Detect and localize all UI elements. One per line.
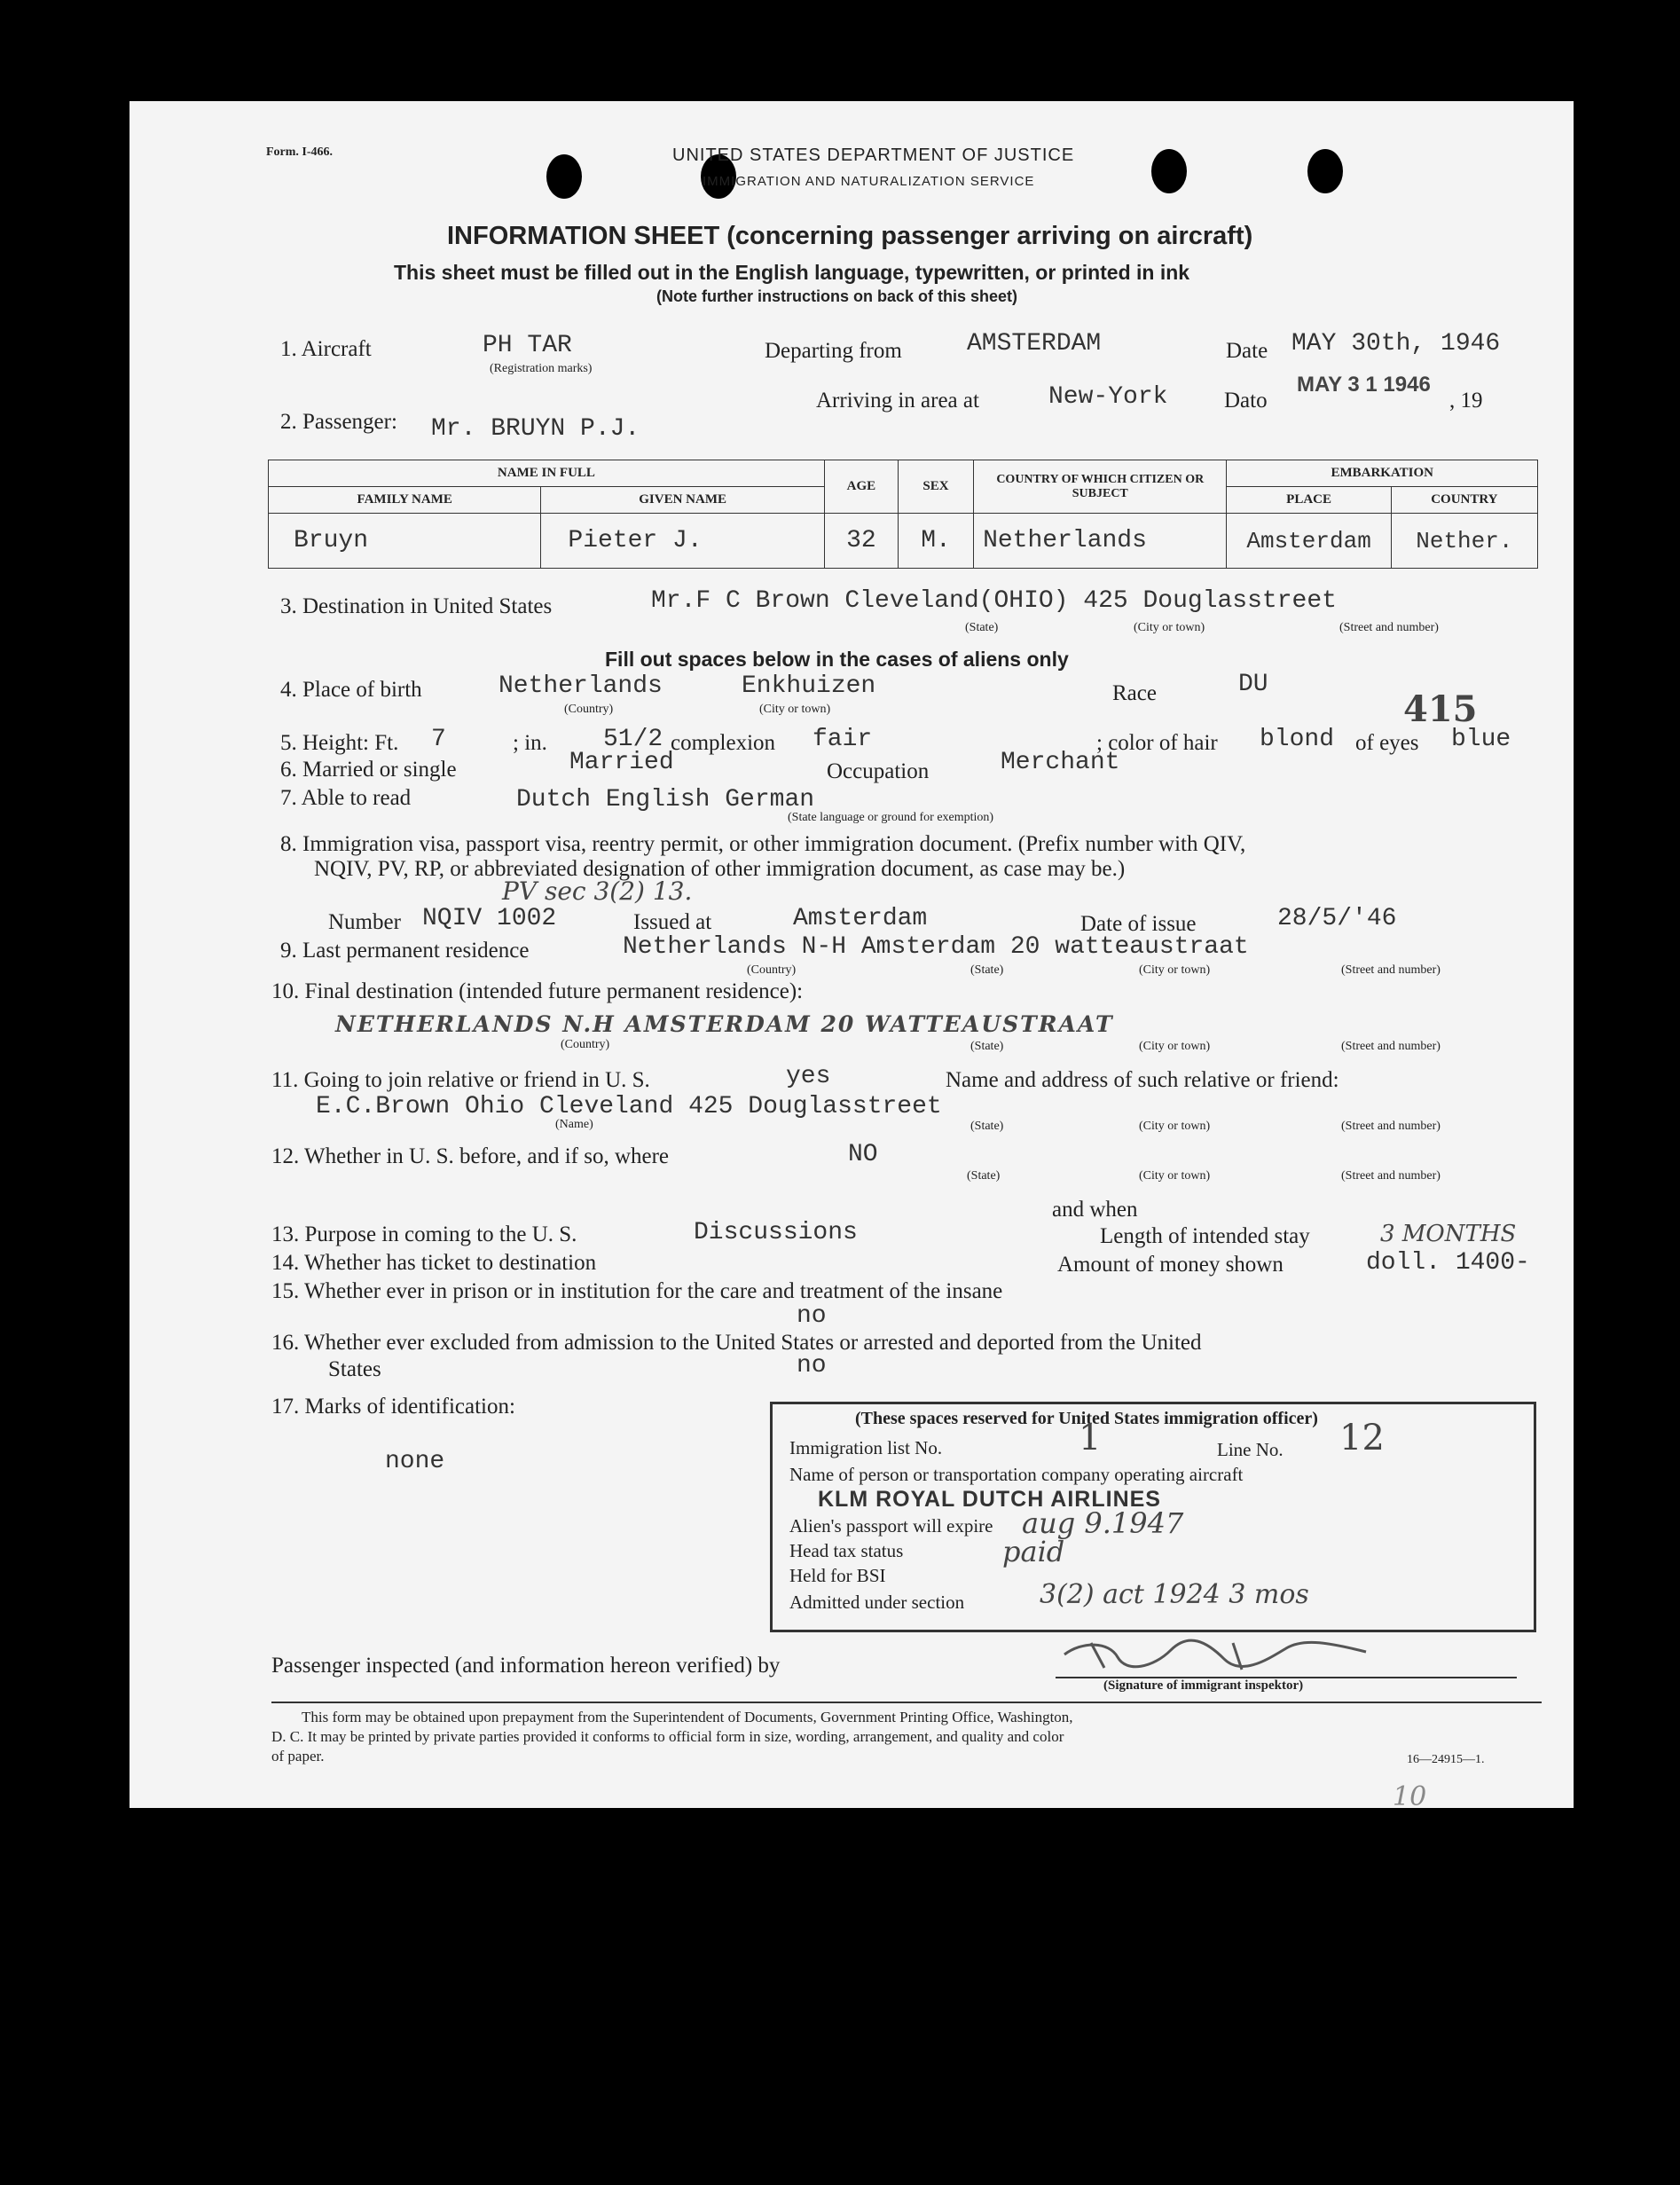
operator-value: KLM ROYAL DUTCH AIRLINES bbox=[818, 1487, 1161, 1512]
marks-value: none bbox=[385, 1448, 445, 1475]
page-number: 10 bbox=[1393, 1781, 1427, 1812]
passport-value: aug 9.1947 bbox=[1022, 1506, 1184, 1540]
caption-city: (City or town) bbox=[1139, 1120, 1211, 1133]
height-in-value: 51/2 bbox=[603, 726, 663, 753]
name-in-full-header: NAME IN FULL bbox=[269, 460, 825, 487]
line-value: 12 bbox=[1339, 1418, 1385, 1458]
caption-state: (State) bbox=[970, 963, 1004, 977]
complexion-value: fair bbox=[813, 726, 873, 753]
caption-street: (Street and number) bbox=[1339, 621, 1439, 634]
arriving-value: New-York bbox=[1048, 383, 1168, 411]
age-header: AGE bbox=[824, 460, 898, 514]
ticket-label: 14. Whether has ticket to destination bbox=[271, 1251, 597, 1275]
admitted-value: 3(2) act 1924 3 mos bbox=[1040, 1579, 1309, 1610]
signature-caption: (Signature of immigrant inspektor) bbox=[1103, 1678, 1304, 1693]
caption-street: (Street and number) bbox=[1341, 1040, 1441, 1053]
when-label: and when bbox=[1052, 1198, 1138, 1222]
footer-text-3: of paper. bbox=[271, 1748, 325, 1765]
family-name-header: FAMILY NAME bbox=[269, 487, 541, 514]
doi-label: Date of issue bbox=[1080, 912, 1197, 936]
caption-country: (Country) bbox=[747, 963, 797, 977]
occupation-label: Occupation bbox=[827, 759, 930, 783]
dato-label: Dato bbox=[1224, 389, 1268, 413]
caption-street: (Street and number) bbox=[1341, 1120, 1441, 1133]
before-label: 12. Whether in U. S. before, and if so, where bbox=[271, 1144, 670, 1168]
punch-hole bbox=[1151, 149, 1187, 193]
caption-street: (Street and number) bbox=[1341, 963, 1441, 977]
caption-city: (City or town) bbox=[1139, 963, 1211, 977]
arriving-label: Arriving in area at bbox=[816, 389, 979, 413]
country-cell: Nether. bbox=[1391, 514, 1537, 569]
list-label: Immigration list No. bbox=[789, 1437, 943, 1458]
punch-hole bbox=[546, 154, 582, 199]
hair-value: blond bbox=[1260, 726, 1335, 753]
place-header: PLACE bbox=[1227, 487, 1391, 514]
marks-label: 17. Marks of identification: bbox=[271, 1395, 515, 1419]
excluded-value: no bbox=[797, 1352, 827, 1379]
list-value: 1 bbox=[1079, 1418, 1102, 1458]
visa-handnote: PV sec 3(2) 13. bbox=[502, 876, 693, 906]
money-label: Amount of money shown bbox=[1057, 1253, 1284, 1277]
age-cell: 32 bbox=[824, 514, 898, 569]
departing-value: AMSTERDAM bbox=[967, 330, 1102, 358]
join-answer: yes bbox=[786, 1063, 831, 1090]
caption-state: (State) bbox=[970, 1040, 1004, 1053]
caption-city: (City or town) bbox=[1139, 1169, 1211, 1183]
date-value: MAY 30th, 1946 bbox=[1291, 330, 1501, 358]
prison-value: no bbox=[797, 1302, 827, 1330]
passenger-table bbox=[268, 460, 1538, 569]
form-code: 16—24915—1. bbox=[1407, 1753, 1485, 1766]
caption-country: (Country) bbox=[561, 1038, 610, 1051]
admitted-label: Admitted under section bbox=[789, 1592, 965, 1613]
join-label: 11. Going to join relative or friend in U. S. bbox=[271, 1068, 650, 1092]
embarkation-header: EMBARKATION bbox=[1227, 460, 1538, 487]
before-value: NO bbox=[848, 1141, 878, 1168]
headtax-value: paid bbox=[1002, 1535, 1065, 1568]
given-name-header: GIVEN NAME bbox=[541, 487, 824, 514]
sex-cell: M. bbox=[898, 514, 973, 569]
received-stamp: MAY 3 1 1946 bbox=[1297, 373, 1431, 397]
read-caption: (State language or ground for exemption) bbox=[788, 811, 994, 824]
join-label-2: Name and address of such relative or friend: bbox=[946, 1068, 1339, 1092]
footer-text-1: This form may be obtained upon prepayment from the Superintendent of Documents, Government Printing Office, Washington, bbox=[302, 1709, 1073, 1725]
sex-header: SEX bbox=[898, 460, 973, 514]
reserved-title: (These spaces reserved for United States immigration officer) bbox=[855, 1409, 1318, 1428]
passport-label: Alien's passport will expire bbox=[789, 1515, 993, 1537]
line-label: Line No. bbox=[1217, 1439, 1284, 1460]
money-value: doll. 1400- bbox=[1366, 1249, 1530, 1277]
married-label: 6. Married or single bbox=[280, 758, 457, 782]
footer-text-2: D. C. It may be printed by private parties provided it conforms to official form in size, wording, arrangement, and quality and color bbox=[271, 1728, 1064, 1745]
height-ft-value: 7 bbox=[431, 726, 446, 753]
inspected-label: Passenger inspected (and information hereon verified) by bbox=[271, 1654, 781, 1678]
headtax-label: Head tax status bbox=[789, 1540, 904, 1561]
excluded-label-2: States bbox=[328, 1357, 381, 1381]
married-value: Married bbox=[569, 749, 674, 776]
occupation-value: Merchant bbox=[1001, 749, 1120, 776]
aircraft-label: 1. Aircraft bbox=[280, 337, 372, 361]
read-label: 7. Able to read bbox=[280, 786, 412, 810]
bsi-label: Held for BSI bbox=[789, 1565, 886, 1586]
caption-state: (State) bbox=[965, 621, 999, 634]
caption-city: (City or town) bbox=[1134, 621, 1205, 634]
birth-country: Netherlands bbox=[499, 672, 663, 700]
caption-country: (Country) bbox=[564, 703, 614, 716]
destination-label: 3. Destination in United States bbox=[280, 594, 553, 618]
residence-label: 9. Last permanent residence bbox=[280, 939, 530, 963]
passenger-value: Mr. BRUYN P.J. bbox=[431, 415, 640, 443]
purpose-value: Discussions bbox=[694, 1219, 858, 1246]
visa-text-2: NQIV, PV, RP, or abbreviated designation of other immigration document, as case may be.) bbox=[314, 857, 1126, 881]
aircraft-value: PH TAR bbox=[483, 332, 572, 359]
complexion-label: complexion bbox=[671, 731, 776, 755]
passenger-label: 2. Passenger: bbox=[280, 410, 397, 434]
purpose-label: 13. Purpose in coming to the U. S. bbox=[271, 1222, 577, 1246]
country-header: COUNTRY bbox=[1391, 487, 1537, 514]
eyes-value: blue bbox=[1451, 726, 1511, 753]
citizen-cell: Netherlands bbox=[974, 514, 1227, 569]
date-label: Date bbox=[1226, 339, 1268, 363]
form-note: (Note further instructions on back of this sheet) bbox=[656, 287, 1018, 305]
residence-value: Netherlands N-H Amsterdam 20 watteaustraat bbox=[623, 933, 1249, 961]
family-name-cell: Bruyn bbox=[269, 514, 541, 569]
form-title: INFORMATION SHEET (concerning passenger arriving on aircraft) bbox=[447, 222, 1253, 250]
caption-city: (City or town) bbox=[759, 703, 831, 716]
doi-value: 28/5/'46 bbox=[1277, 905, 1397, 932]
stay-label: Length of intended stay bbox=[1100, 1224, 1310, 1248]
destination-value: Mr.F C Brown Cleveland(OHIO) 425 Douglasstreet bbox=[651, 587, 1337, 615]
operator-label: Name of person or transportation company operating aircraft bbox=[789, 1464, 1244, 1485]
race-label: Race bbox=[1112, 681, 1157, 705]
registration-caption: (Registration marks) bbox=[490, 362, 593, 375]
form-subtitle: This sheet must be filled out in the English language, typewritten, or printed in ink bbox=[394, 261, 1190, 284]
issued-label: Issued at bbox=[633, 910, 712, 934]
caption-state: (State) bbox=[967, 1169, 1001, 1183]
footer-rule bbox=[271, 1702, 1542, 1703]
excluded-label: 16. Whether ever excluded from admission to the United States or arrested and deported from the United bbox=[271, 1331, 1202, 1355]
departing-label: Departing from bbox=[765, 339, 902, 363]
department-name: UNITED STATES DEPARTMENT OF JUSTICE bbox=[672, 145, 1075, 165]
caption-city: (City or town) bbox=[1139, 1040, 1211, 1053]
caption-name: (Name) bbox=[555, 1118, 593, 1131]
read-value: Dutch English German bbox=[516, 786, 815, 813]
punch-hole bbox=[1307, 149, 1343, 193]
number-label: Number bbox=[328, 910, 401, 934]
place-cell: Amsterdam bbox=[1227, 514, 1391, 569]
visa-text-1: 8. Immigration visa, passport visa, reentry permit, or other immigration document. (Prefix number with QIV, bbox=[280, 832, 1246, 856]
caption-street: (Street and number) bbox=[1341, 1169, 1441, 1183]
number-value: NQIV 1002 bbox=[422, 905, 557, 932]
given-name-cell: Pieter J. bbox=[541, 514, 824, 569]
birth-label: 4. Place of birth bbox=[280, 678, 422, 702]
inspector-signature bbox=[1056, 1632, 1393, 1677]
height-ft-label: 5. Height: Ft. bbox=[280, 731, 399, 755]
year-suffix: , 19 bbox=[1449, 389, 1483, 413]
friend-value: E.C.Brown Ohio Cleveland 425 Douglasstreet bbox=[316, 1093, 942, 1120]
final-destination-label: 10. Final destination (intended future permanent residence): bbox=[271, 979, 804, 1003]
prison-label: 15. Whether ever in prison or in institution for the care and treatment of the insane bbox=[271, 1279, 1003, 1303]
aliens-heading: Fill out spaces below in the cases of aliens only bbox=[605, 648, 1069, 671]
service-name: IMMIGRATION AND NATURALIZATION SERVICE bbox=[703, 174, 1035, 189]
form-number: Form. I-466. bbox=[266, 145, 334, 159]
stay-value: 3 MONTHS bbox=[1380, 1221, 1517, 1247]
citizen-header: COUNTRY OF WHICH CITIZEN OR SUBJECT bbox=[974, 460, 1227, 514]
birth-city: Enkhuizen bbox=[742, 672, 876, 700]
race-value: DU bbox=[1238, 671, 1268, 698]
final-destination-value: NETHERLANDS N.H AMSTERDAM 20 WATTEAUSTRAAT bbox=[335, 1011, 1114, 1037]
eyes-label: of eyes bbox=[1355, 731, 1419, 755]
hair-label: ; color of hair bbox=[1096, 731, 1218, 755]
height-in-label: ; in. bbox=[513, 731, 547, 755]
caption-state: (State) bbox=[970, 1120, 1004, 1133]
issued-value: Amsterdam bbox=[793, 905, 928, 932]
handwritten-note: 415 bbox=[1403, 688, 1478, 730]
